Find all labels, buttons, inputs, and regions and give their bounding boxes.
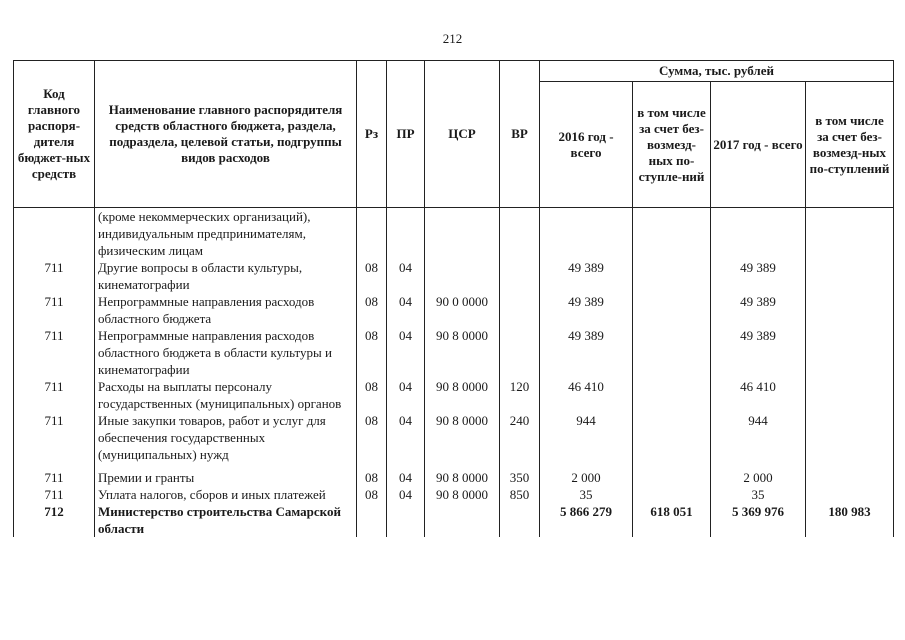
- cell-2017-free: [806, 378, 894, 412]
- cell-pr: 04: [387, 486, 425, 503]
- cell-vr: [500, 208, 540, 260]
- cell-2016-total: 46 410: [540, 378, 633, 412]
- cell-vr: 240: [500, 412, 540, 463]
- cell-2017-total: 49 389: [711, 259, 806, 293]
- cell-vr: [500, 503, 540, 537]
- cell-name: Непрограммные направления расходов областного бюджета в области культуры и кинематографии: [95, 327, 357, 378]
- cell-rz: [357, 503, 387, 537]
- cell-vr: [500, 293, 540, 327]
- header-vr: ВР: [500, 61, 540, 208]
- cell-name: (кроме некоммерческих организаций), индивидуальным предпринимателям, физическим лицам: [95, 208, 357, 260]
- table-header: [14, 61, 894, 208]
- cell-name: Премии и гранты: [95, 469, 357, 486]
- cell-rz: 08: [357, 259, 387, 293]
- cell-csr: [425, 259, 500, 293]
- cell-code: 711: [14, 259, 95, 293]
- cell-pr: 04: [387, 327, 425, 378]
- cell-code: 711: [14, 486, 95, 503]
- cell-name: Министерство строительства Самарской области: [95, 503, 357, 537]
- cell-2016-total: [540, 208, 633, 260]
- cell-2017-total: 35: [711, 486, 806, 503]
- cell-2017-total: 46 410: [711, 378, 806, 412]
- table-row: [14, 293, 894, 327]
- cell-2016-free: [633, 327, 711, 378]
- header-code: Код главного распоря-дителя бюджет-ных средств: [14, 61, 95, 208]
- cell-rz: [357, 208, 387, 260]
- cell-2017-total: 2 000: [711, 469, 806, 486]
- table-row: [14, 486, 894, 503]
- cell-vr: 850: [500, 486, 540, 503]
- budget-table: [13, 60, 894, 537]
- cell-2016-free: [633, 469, 711, 486]
- header-sum-group: Сумма, тыс. рублей: [540, 61, 894, 82]
- cell-pr: 04: [387, 469, 425, 486]
- page-number: 212: [442, 31, 463, 46]
- cell-pr: 04: [387, 259, 425, 293]
- cell-rz: 08: [357, 293, 387, 327]
- table-row: [14, 259, 894, 293]
- cell-2016-free: 618 051: [633, 503, 711, 537]
- cell-2017-free: [806, 412, 894, 463]
- cell-2017-free: [806, 208, 894, 260]
- cell-2017-total: 49 389: [711, 327, 806, 378]
- cell-2016-total: 944: [540, 412, 633, 463]
- cell-2016-free: [633, 378, 711, 412]
- cell-2017-total: 944: [711, 412, 806, 463]
- header-2017-free: в том числе за счет без-возмезд-ных по-ступлений: [806, 82, 894, 208]
- cell-pr: 04: [387, 293, 425, 327]
- cell-csr: 90 8 0000: [425, 327, 500, 378]
- cell-rz: 08: [357, 469, 387, 486]
- cell-2016-total: 49 389: [540, 327, 633, 378]
- cell-2016-free: [633, 259, 711, 293]
- cell-vr: 120: [500, 378, 540, 412]
- cell-2016-total: 2 000: [540, 469, 633, 486]
- cell-vr: [500, 259, 540, 293]
- cell-2016-free: [633, 412, 711, 463]
- cell-2017-free: [806, 327, 894, 378]
- cell-rz: 08: [357, 486, 387, 503]
- cell-2017-free: [806, 259, 894, 293]
- cell-2016-free: [633, 486, 711, 503]
- cell-code: 711: [14, 378, 95, 412]
- cell-code: 711: [14, 293, 95, 327]
- cell-2016-free: [633, 293, 711, 327]
- cell-csr: 90 8 0000: [425, 412, 500, 463]
- header-2017-total: 2017 год - всего: [711, 82, 806, 208]
- table-row: [14, 412, 894, 463]
- cell-2016-total: 35: [540, 486, 633, 503]
- table-row: [14, 378, 894, 412]
- cell-csr: 90 0 0000: [425, 293, 500, 327]
- cell-csr: 90 8 0000: [425, 469, 500, 486]
- cell-code: [14, 208, 95, 260]
- cell-vr: [500, 327, 540, 378]
- cell-code: 711: [14, 327, 95, 378]
- header-2016-total: 2016 год - всего: [540, 82, 633, 208]
- header-name: Наименование главного распорядителя средств областного бюджета, раздела, подраздела, целевой статьи, подгруппы видов расходов: [95, 61, 357, 208]
- header-2016-free: в том числе за счет без-возмезд-ных по-ступле-ний: [633, 82, 711, 208]
- cell-2017-total: 49 389: [711, 293, 806, 327]
- cell-csr: 90 8 0000: [425, 378, 500, 412]
- cell-2016-total: 49 389: [540, 293, 633, 327]
- cell-rz: 08: [357, 378, 387, 412]
- cell-2017-free: [806, 293, 894, 327]
- cell-2017-total: 5 369 976: [711, 503, 806, 537]
- cell-pr: 04: [387, 412, 425, 463]
- table-body: [14, 208, 894, 538]
- cell-csr: 90 8 0000: [425, 486, 500, 503]
- cell-csr: [425, 503, 500, 537]
- table-row: [14, 469, 894, 486]
- cell-2017-free: [806, 469, 894, 486]
- cell-2016-total: 5 866 279: [540, 503, 633, 537]
- cell-rz: 08: [357, 412, 387, 463]
- cell-code: 711: [14, 412, 95, 463]
- cell-2016-free: [633, 208, 711, 260]
- cell-2017-free: 180 983: [806, 503, 894, 537]
- cell-name: Иные закупки товаров, работ и услуг для обеспечения государственных (муниципальных) нужд: [95, 412, 357, 463]
- cell-name: Уплата налогов, сборов и иных платежей: [95, 486, 357, 503]
- cell-2017-total: [711, 208, 806, 260]
- cell-pr: [387, 503, 425, 537]
- cell-pr: 04: [387, 378, 425, 412]
- cell-pr: [387, 208, 425, 260]
- header-rz: Рз: [357, 61, 387, 208]
- cell-name: Расходы на выплаты персоналу государственных (муниципальных) органов: [95, 378, 357, 412]
- header-csr: ЦСР: [425, 61, 500, 208]
- cell-vr: 350: [500, 469, 540, 486]
- header-pr: ПР: [387, 61, 425, 208]
- cell-2017-free: [806, 486, 894, 503]
- table-row-ministry: [14, 503, 894, 537]
- cell-code: 711: [14, 469, 95, 486]
- cell-rz: 08: [357, 327, 387, 378]
- cell-2016-total: 49 389: [540, 259, 633, 293]
- table-row: [14, 208, 894, 260]
- cell-code: 712: [14, 503, 95, 537]
- cell-name: Другие вопросы в области культуры, кинематографии: [95, 259, 357, 293]
- cell-csr: [425, 208, 500, 260]
- cell-name: Непрограммные направления расходов областного бюджета: [95, 293, 357, 327]
- table-row: [14, 327, 894, 378]
